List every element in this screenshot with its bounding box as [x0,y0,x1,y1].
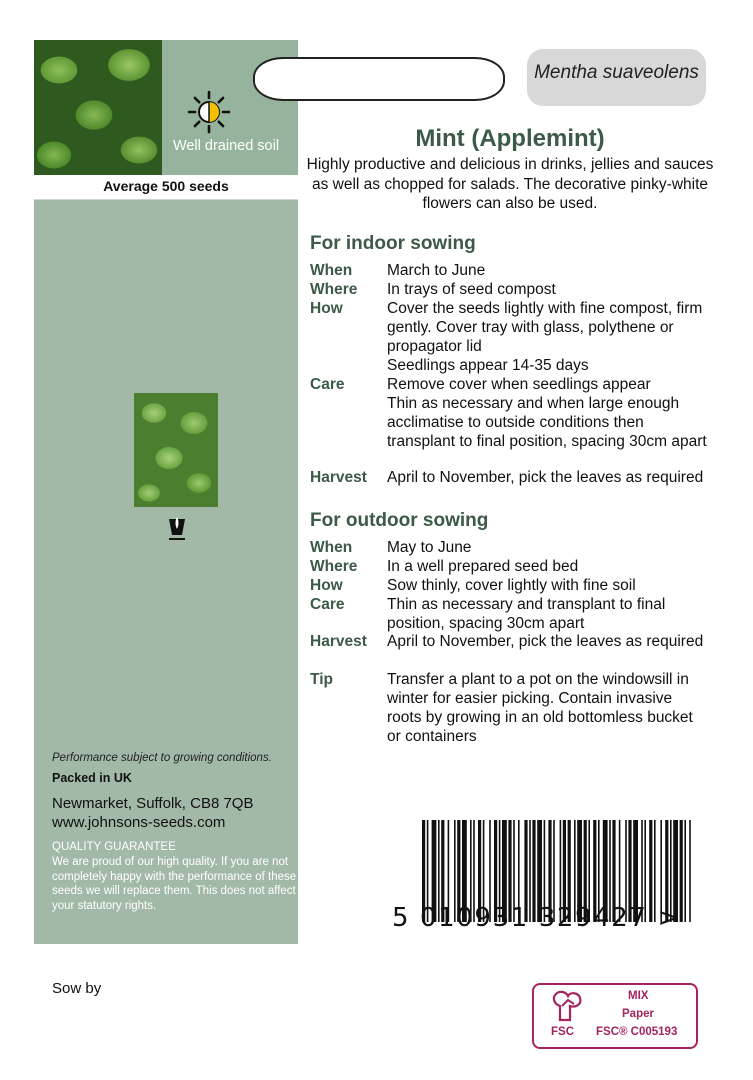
outdoor-tip-text: Transfer a plant to a pot on the windowsill in winter for easier picking. Contain invasive roots by growing in an old bottomless bucket or containers [387,671,693,745]
guarantee-text: We are proud of our high quality. If you are not completely happy with the performance of these seeds we will replace them. This does not affect your statutory rights. [52,856,297,913]
outdoor-where-text: In a well prepared seed bed [387,558,579,575]
outdoor-where-label: Where [310,558,358,575]
fsc-label: FSC [551,1026,574,1038]
company-address: Newmarket, Suffolk, CB8 7QB [52,795,254,812]
fsc-tree-icon [548,988,588,1024]
latin-name: Mentha suaveolens [534,62,699,83]
sun-half-icon [187,90,231,134]
product-title: Mint (Applemint) [415,125,605,152]
indoor-thin-text: Thin as necessary and when large enough acclimatise to outside conditions then transplant to final position, spacing 30cm apart [387,395,707,450]
soil-condition-label: Well drained soil [172,138,280,154]
guarantee-title: QUALITY GUARANTEE [52,841,176,853]
outdoor-how-text: Sow thinly, cover lightly with fine soil [387,577,636,594]
indoor-harvest-label: Harvest [310,469,367,486]
fsc-code: FSC® C005193 [596,1026,678,1038]
outdoor-harvest-text: April to November, pick the leaves as required [387,633,704,650]
indoor-where-label: Where [310,281,358,298]
indoor-when-label: When [310,262,353,279]
indoor-harvest-text: April to November, pick the leaves as required [387,469,704,486]
sow-by-label: Sow by [52,980,102,997]
outdoor-tip-label: Tip [310,671,333,688]
johnsons-logo-icon [165,515,189,545]
mint-plant-photo [134,393,218,507]
packed-in: Packed in UK [52,771,132,785]
seeds-count: Average 500 seeds [103,178,229,194]
indoor-title: For indoor sowing [310,233,476,254]
performance-note: Performance subject to growing conditions. [52,752,272,764]
indoor-seedlings-text: Seedlings appear 14-35 days [387,357,589,374]
indoor-how-label: How [310,300,343,317]
outdoor-when-label: When [310,539,353,556]
mint-leaves-photo [34,40,162,175]
fsc-mix: MIX [628,990,649,1002]
indoor-where-text: In trays of seed compost [387,281,556,298]
company-website: www.johnsons-seeds.com [52,814,226,831]
fsc-paper: Paper [622,1008,654,1020]
barcode-digits: 5 010931 329427 > [392,903,681,933]
product-description: Highly productive and delicious in drinks, jellies and sauces as well as chopped for salads. The decorative pinky-white flowers can also be used. [306,156,714,212]
indoor-care-label: Care [310,376,345,393]
outdoor-how-label: How [310,577,343,594]
indoor-care-text: Remove cover when seedlings appear [387,376,651,393]
outdoor-when-text: May to June [387,539,472,556]
indoor-how-text: Cover the seeds lightly with fine compost, firm gently. Cover tray with glass, polythene or propagator lid [387,300,703,355]
outdoor-care-text: Thin as necessary and transplant to final position, spacing 30cm apart [387,596,666,632]
indoor-when-text: March to June [387,262,486,279]
outdoor-care-label: Care [310,596,345,613]
blank-name-box [253,57,505,101]
outdoor-harvest-label: Harvest [310,633,367,650]
outdoor-title: For outdoor sowing [310,510,489,531]
